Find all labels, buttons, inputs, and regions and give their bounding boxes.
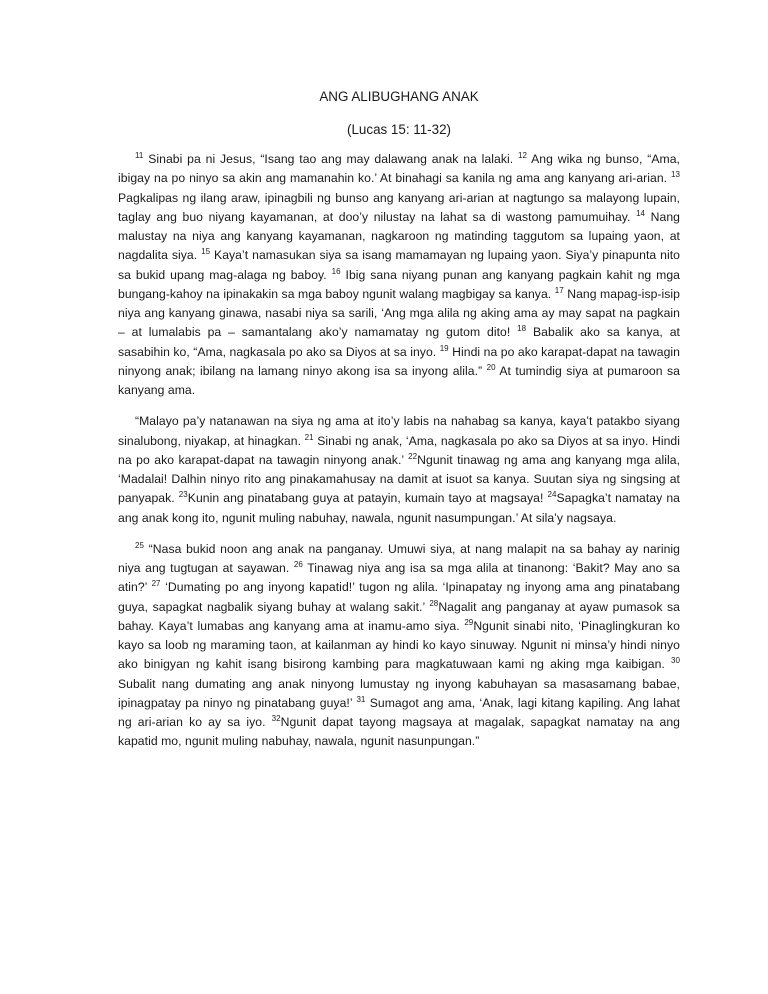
verse-text: Tinawag niya ang isa sa mga alila at tinanong: ‘Bakit? May ano sa atin?’ xyxy=(118,561,680,595)
document-title: ANG ALIBUGHANG ANAK xyxy=(319,89,479,104)
verse-text: Sapagka’t namatay na ang anak kong ito, ngunit muling nabuhay, nawala, ngunit nasumpungan.’ At sila’y nagsaya. xyxy=(118,491,680,525)
verse-text: Nang mapag-isp-isip niya ang kanyang ginawa, nasabi niya sa sarili, ‘Ang mga alila ng aking ama ay may sapat na pagkain – at lumalabis pa – samantalang ako’y namamatay ng gutom dito! xyxy=(118,286,681,340)
verse-text: Subalit nang dumating ang anak ninyong lumustay ng inyong kabuhayan sa masasamang babae, ipinagpatay pa ninyo ng pinatabang guya!’ xyxy=(118,676,680,710)
body-text xyxy=(118,150,680,752)
verse-text: “Nasa bukid noon ang anak na panganay. Umuwi siya, at nang malapit na sa bahay ay narinig niya ang tugtugan at sayawan. xyxy=(118,541,680,575)
verse-text: At tumindig siya at pumaroon sa kanyang ama. xyxy=(118,363,680,397)
verse-number: 20 xyxy=(486,362,496,372)
verse-text: Kunin ang pinatabang guya at patayin, kumain tayo at magsaya! xyxy=(187,491,548,506)
verse-text: Pagkalipas ng ilang araw, ipinagbili ng bunso ang kanyang ari-arian at nagtungo sa malayong lupain, taglay ang buo niyang kayamanan, at doo’y nilustay na lahat sa di wastong pamumuihay. xyxy=(118,190,680,224)
paragraph xyxy=(118,412,680,528)
verse-text: Ngunit sinabi nito, ‘Pinaglingkuran ko kayo sa loob ng maraming taon, at kailanman ay hindi ko kayo sinuway. Ngunit ni minsa’y hindi ninyo ako binigyan ng kahit isang bisirong kambing para magkatuwaan kami ng aking mga kaibigan. xyxy=(118,618,680,672)
verse-text: Ang wika ng bunso, “Ama, ibigay na po ninyo sa akin ang mamanahin ko.’ At binahagi sa kanila ng ama ang kanyang ari-arian. xyxy=(118,152,680,186)
verse-number: 14 xyxy=(636,208,646,218)
verse-number: 19 xyxy=(439,343,449,353)
paragraph xyxy=(118,150,680,400)
verse-text: Nang malustay na niya ang kanyang kayamanan, nagkaroon ng matinding taggutom sa lupaing yaon, at nagdalita siya. xyxy=(118,209,680,263)
verse-number: 11 xyxy=(135,151,144,160)
verse-number: 27 xyxy=(151,579,161,589)
verse-text: ‘Dumating po ang inyong kapatid!’ tugon ng alila. ‘Ipinapatay ng inyong ama ang pinatabang guya, sapagkat nagbalik siyang buhay at walang sakit.’ xyxy=(118,580,680,614)
paragraph xyxy=(118,540,680,752)
verse-number: 17 xyxy=(554,285,564,295)
verse-number: 28 xyxy=(429,598,439,608)
verse-number: 25 xyxy=(135,540,144,550)
verse-text: Nagalit ang panganay at ayaw pumasok sa bahay. Kaya’t lumabas ang kanyang ama at inamu-amo siya. xyxy=(118,599,680,633)
verse-number: 29 xyxy=(464,617,474,627)
verse-number: 21 xyxy=(304,432,314,442)
verse-number: 23 xyxy=(178,490,188,500)
verse-text: Sinabi ng anak, ‘Ama, nagkasala po ako sa Diyos at sa inyo. Hindi na po ako karapat-dapat na tawagin ninyong anak.’ xyxy=(118,433,681,467)
verse-text: Ngunit dapat tayong magsaya at magalak, sapagkat namatay na ang kapatid mo, ngunit muling nabuhay, nawala, ngunit nasunpungan.” xyxy=(118,715,680,749)
verse-number: 22 xyxy=(408,451,418,461)
verse-text: Sumagot ang ama, ‘Anak, lagi kitang kapiling. Ang lahat ng ari-arian ko ay sa iyo. xyxy=(118,695,680,729)
verse-number: 32 xyxy=(271,714,281,723)
verse-number: 18 xyxy=(517,324,527,334)
scripture-reference: (Lucas 15: 11-32) xyxy=(347,122,451,137)
verse-text: Ngunit tinawag ng ama ang kanyang mga alila, ‘Madalai! Dalhin ninyo rito ang pinakamahusay na damit at isuot sa kanya. Suutan siya ng singsing at panyapak. xyxy=(118,452,681,506)
verse-number: 12 xyxy=(517,151,527,160)
verse-number: 24 xyxy=(547,490,557,500)
verse-number: 26 xyxy=(293,560,303,569)
verse-number: 16 xyxy=(331,266,341,276)
verse-text: Kaya’t namasukan siya sa isang mamamayan ng lupaing yaon. Siya’y pinapunta nito sa bukid upang mag-alaga ng baboy. xyxy=(118,248,680,282)
verse-number: 30 xyxy=(671,656,680,666)
verse-text: Babalik ako sa kanya, at sasabihin ko, “Ama, nagkasala po ako sa Diyos at sa inyo. xyxy=(118,325,680,359)
verse-number: 13 xyxy=(671,170,680,180)
verse-text: Hindi na po ako karapat-dapat na tawagin ninyong anak; ibilang na lamang ninyo akong isa sa inyong alila.” xyxy=(118,344,680,378)
verse-number: 31 xyxy=(356,694,366,704)
verse-text: Ibig sana niyang punan ang kanyang pagkain kahit ng mga bungang-kahoy na ipinakakin sa mga baboy ngunit walang magbigay sa kanya. xyxy=(118,267,680,301)
verse-number: 15 xyxy=(201,247,211,257)
verse-text: Sinabi pa ni Jesus, “Isang tao ang may dalawang anak na lalaki. xyxy=(143,152,518,166)
verse-text: “Malayo pa’y natanawan na siya ng ama at ito’y labis na nahabag sa kanya, kaya’t patakbo siyang sinalubong, niyakap, at hinagkan. xyxy=(118,414,680,448)
